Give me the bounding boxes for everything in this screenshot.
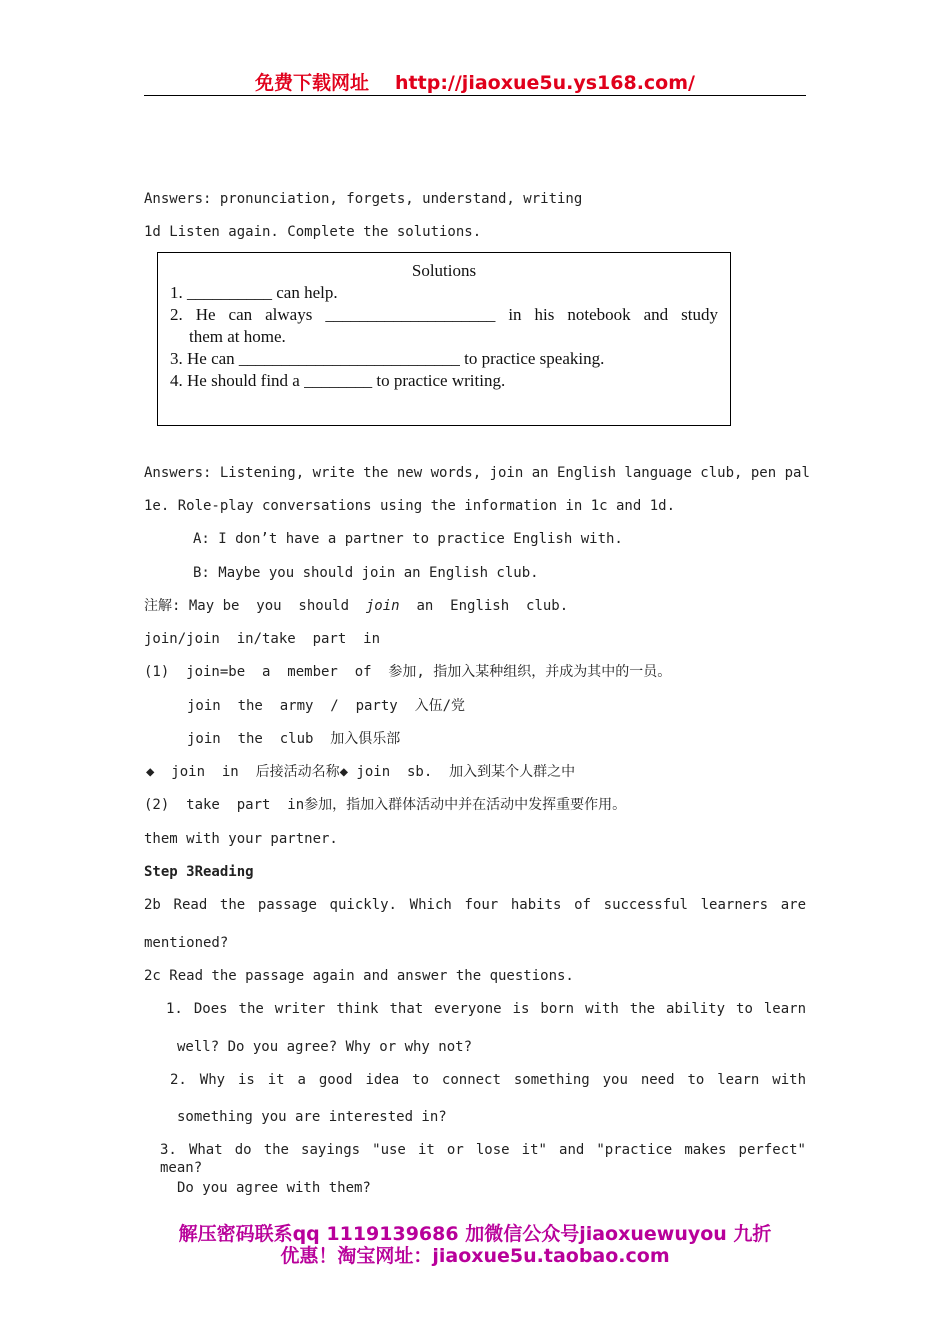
note-suffix: an English club. [399, 598, 569, 614]
solution-item-3: 3. He can __________________________ to practice speaking. [170, 349, 605, 368]
note-partner: them with your partner. [144, 831, 338, 847]
header-label: 免费下载网址 [255, 72, 370, 94]
header-watermark [144, 68, 806, 95]
answers-2: Answers: Listening, write the new words, join an English language club, pen pal [144, 465, 810, 481]
note-join-word: join [365, 598, 400, 614]
footer-line-2: 优惠！淘宝网址：jiaoxue5u.taobao.com [280, 1245, 670, 1267]
answers-1: Answers: pronunciation, forgets, understand, writing [144, 191, 583, 207]
note-phrases: join/join in/take part in [144, 631, 381, 647]
task-2b: 2b Read the passage quickly. Which four habits of successful learners are [144, 897, 806, 913]
note-example-1: join the army / party 入伍/党 [187, 698, 466, 714]
solutions-title: Solutions [411, 261, 477, 280]
task-2b-cont: mentioned? [144, 935, 229, 951]
note-point-1: (1) join=be a member of 参加, 指加入某种组织，并成为其中的一员。 [144, 664, 672, 680]
task-1d: 1d Listen again. Complete the solutions. [144, 224, 482, 240]
solution-item-4: 4. He should find a ________ to practice writing. [170, 371, 506, 390]
note-example-2: join the club 加入俱乐部 [187, 731, 401, 747]
dialogue-b: B: Maybe you should join an English club. [193, 565, 539, 581]
solution-item-2-cont: them at home. [189, 327, 286, 346]
solution-item-1: 1. __________ can help. [170, 283, 338, 302]
solution-item-2: 2. He can always ____________________ in his notebook and study [170, 305, 718, 324]
question-3-cont: Do you agree with them? [177, 1180, 371, 1196]
note-heading [144, 597, 568, 615]
question-2: 2. Why is it a good idea to connect something you need to learn with [170, 1072, 806, 1088]
note-join-in: ◆ join in 后接活动名称◆ join sb. 加入到某个人群之中 [146, 764, 576, 780]
step-3-heading: Step 3Reading [144, 864, 254, 880]
note-point-2: (2) take part in参加，指加入群体活动中并在活动中发挥重要作用。 [144, 797, 627, 813]
question-2-cont: something you are interested in? [177, 1109, 447, 1125]
task-1e: 1e. Role-play conversations using the information in 1c and 1d. [144, 498, 676, 514]
header-divider [144, 95, 806, 96]
question-1-cont: well? Do you agree? Why or why not? [177, 1039, 473, 1055]
footer-line-1: 解压密码联系qq 1119139686 加微信公众号jiaoxuewuyou 九折 [178, 1223, 772, 1245]
question-3: 3. What do the sayings "use it or lose it" and "practice makes perfect" mean? [160, 1142, 806, 1176]
dialogue-a: A: I don’t have a partner to practice English with. [193, 531, 623, 547]
task-2c: 2c Read the passage again and answer the questions. [144, 968, 574, 984]
header-url[interactable]: http://jiaoxue5u.ys168.com/ [395, 72, 695, 94]
solutions-box [157, 252, 731, 426]
note-prefix: 注解: May be you should [144, 598, 366, 614]
question-1: 1. Does the writer think that everyone is born with the ability to learn [166, 1001, 806, 1017]
